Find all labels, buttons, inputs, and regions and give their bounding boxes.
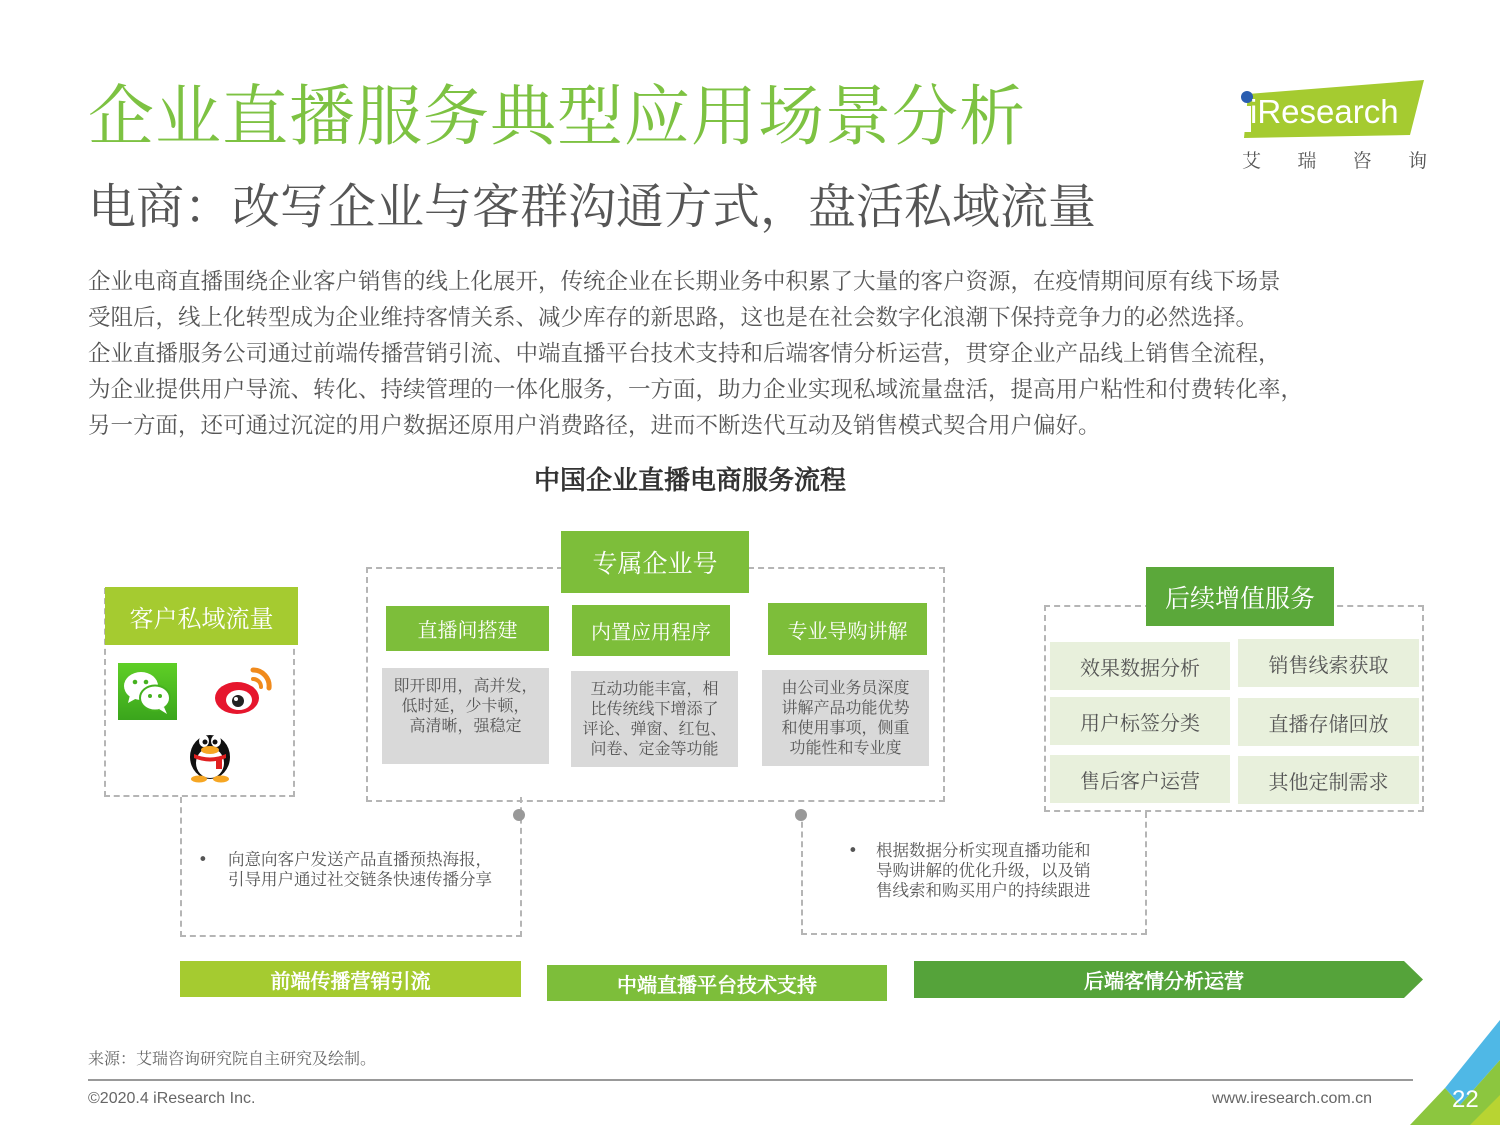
weibo-icon xyxy=(213,662,275,718)
intro-paragraph xyxy=(88,264,1448,444)
intro-line: 另一方面，还可通过沉淀的用户数据还原用户消费路径，进而不断迭代互动及销售模式契合用户偏好。 xyxy=(88,413,1101,439)
feature-head-label: 内置应用程序 xyxy=(591,620,711,644)
stage-label-wrap xyxy=(914,961,1414,998)
private-traffic-header xyxy=(105,587,298,645)
bullet: • xyxy=(848,841,858,860)
stage-front-end xyxy=(180,961,521,997)
desc-line: 即开即用，高并发， xyxy=(393,676,538,695)
desc-line: 比传统线下增添了 xyxy=(590,699,719,718)
feature-head-builtin-apps xyxy=(572,605,730,656)
stage-mid-end xyxy=(547,965,887,1001)
value-added-label: 后续增值服务 xyxy=(1164,583,1315,613)
service-label: 效果数据分析 xyxy=(1080,655,1200,680)
service-label: 售后客户运营 xyxy=(1080,768,1200,793)
right-note xyxy=(848,841,1091,901)
logo-brand-text: iResearch xyxy=(1250,93,1399,130)
page-title: 企业直播服务典型应用场景分析 xyxy=(88,78,1026,155)
desc-line: 功能性和专业度 xyxy=(789,738,902,757)
feature-desc-builtin-apps xyxy=(571,671,738,767)
left-note xyxy=(198,850,492,890)
intro-line: 企业直播服务公司通过前端传播营销引流、中端直播平台技术支持和后端客情分析运营，贯穿企业产品线上销售全流程， xyxy=(88,341,1281,367)
logo-char: 咨 xyxy=(1352,150,1372,172)
note-line: 导购讲解的优化升级，以及销 xyxy=(876,861,1091,880)
note-line: 向意向客户发送产品直播预热海报， xyxy=(228,850,492,869)
logo-char: 艾 xyxy=(1242,150,1262,172)
service-item xyxy=(1050,755,1230,803)
private-traffic-label: 客户私域流量 xyxy=(129,604,274,633)
note-line: 根据数据分析实现直播功能和 xyxy=(876,841,1091,860)
desc-line: 高清晰，强稳定 xyxy=(409,716,522,735)
copyright: ©2020.4 iResearch Inc. xyxy=(88,1090,256,1107)
service-item xyxy=(1050,642,1230,690)
feature-head-label: 专业导购讲解 xyxy=(787,618,908,643)
footer-divider xyxy=(88,1079,1413,1081)
desc-line: 问卷、定金等功能 xyxy=(590,739,719,758)
desc-line: 互动功能丰富，相 xyxy=(590,679,719,698)
feature-desc-shopping-guide xyxy=(762,670,929,766)
intro-line: 受阻后，线上化转型成为企业维持客情关系、减少库存的新思路，这也是在社会数字化浪潮下保持竞争力的必然选择。 xyxy=(88,305,1259,331)
service-item xyxy=(1050,697,1230,745)
enterprise-account-header xyxy=(561,531,749,593)
logo-cn-text xyxy=(1242,146,1427,173)
wechat-icon xyxy=(118,663,177,720)
qq-icon xyxy=(180,723,240,783)
logo-char: 询 xyxy=(1407,150,1427,172)
website-link[interactable]: www.iresearch.com.cn xyxy=(1212,1090,1373,1107)
service-label: 销售线索获取 xyxy=(1268,652,1389,677)
source-note: 来源：艾瑞咨询研究院自主研究及绘制。 xyxy=(88,1049,377,1068)
service-label: 用户标签分类 xyxy=(1080,710,1200,735)
stage-label: 中端直播平台技术支持 xyxy=(617,972,817,997)
note-line: 引导用户通过社交链条快速传播分享 xyxy=(228,870,492,889)
intro-line: 企业电商直播围绕企业客户销售的线上化展开，传统企业在长期业务中积累了大量的客户资源，在疫情期间原有线下场景 xyxy=(88,269,1281,295)
note-line: 售线索和购买用户的持续跟进 xyxy=(876,881,1091,900)
diagram-title: 中国企业直播电商服务流程 xyxy=(533,466,846,496)
stage-back-end xyxy=(914,961,1424,998)
enterprise-account-label: 专属企业号 xyxy=(592,549,718,578)
connector-dot xyxy=(795,809,807,821)
feature-head-live-room xyxy=(386,606,549,651)
page-number: 22 xyxy=(1452,1086,1479,1113)
page-subtitle: 电商：改写企业与客群沟通方式，盘活私域流量 xyxy=(88,179,1097,235)
stage-label: 前端传播营销引流 xyxy=(270,968,431,993)
service-item xyxy=(1238,698,1419,746)
service-item xyxy=(1238,756,1419,804)
desc-line: 由公司业务员深度 xyxy=(781,678,910,697)
value-added-header xyxy=(1146,567,1334,626)
intro-line: 为企业提供用户导流、转化、持续管理的一体化服务，一方面，助力企业实现私域流量盘活，提高用户粘性和付费转化率， xyxy=(88,377,1304,403)
desc-line: 和使用事项，侧重 xyxy=(781,718,910,737)
stage-label: 后端客情分析运营 xyxy=(1084,969,1244,993)
desc-line: 低时延，少卡顿， xyxy=(401,696,530,715)
desc-line: 评论、弹窗、红包、 xyxy=(582,719,727,738)
bullet: • xyxy=(198,850,208,869)
service-label: 其他定制需求 xyxy=(1268,769,1389,794)
logo-char: 瑞 xyxy=(1297,150,1317,172)
feature-head-shopping-guide xyxy=(768,603,927,655)
connector-dot xyxy=(513,809,525,821)
desc-line: 讲解产品功能优势 xyxy=(781,698,910,717)
feature-desc-live-room xyxy=(382,668,549,764)
service-label: 直播存储回放 xyxy=(1268,711,1389,736)
feature-head-label: 直播间搭建 xyxy=(417,618,518,642)
service-item xyxy=(1238,639,1419,687)
